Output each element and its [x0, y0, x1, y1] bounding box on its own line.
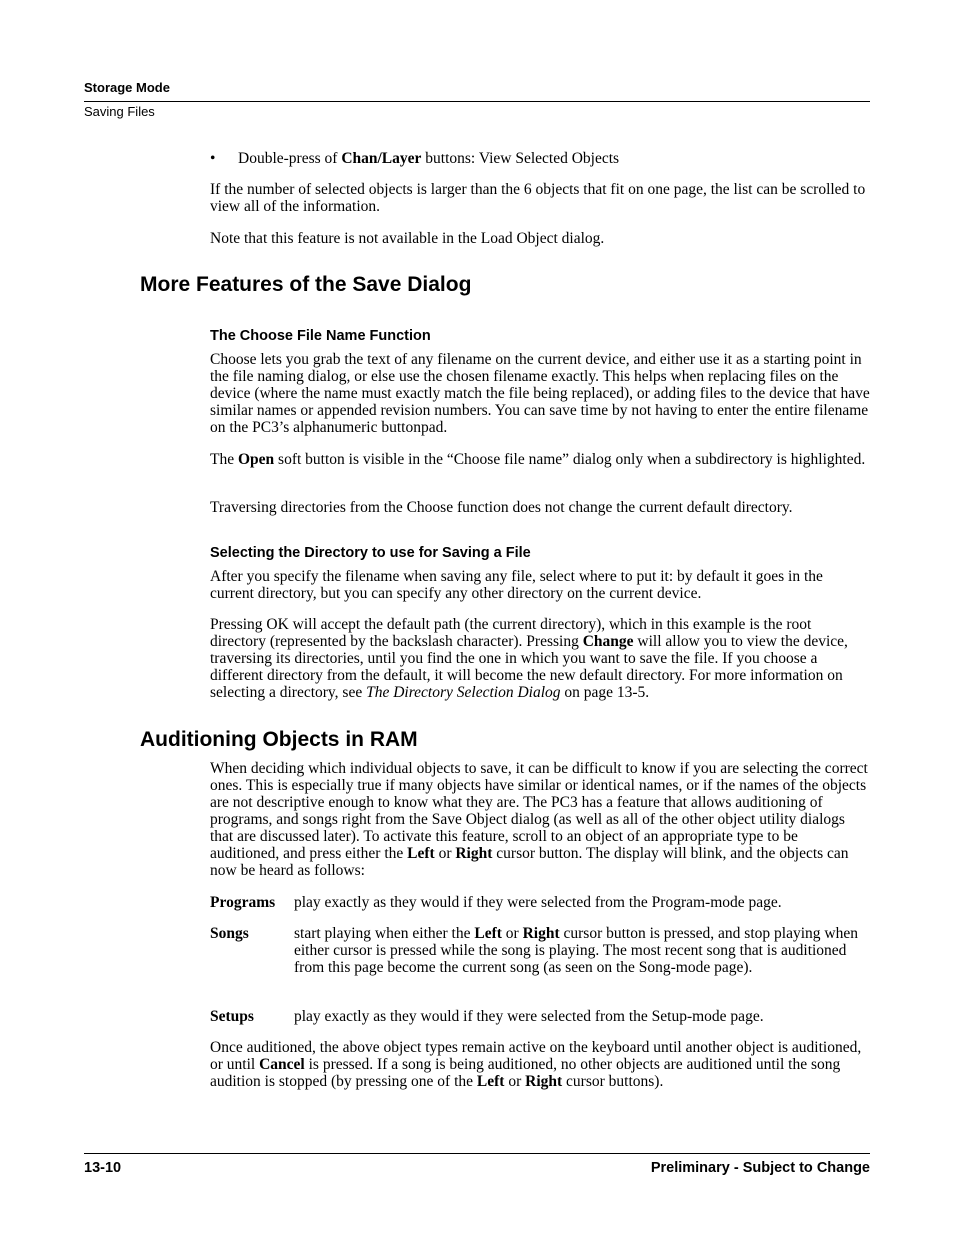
- text-run: cursor button. The display will blink, and the objects can now be heard as follows:: [210, 845, 849, 879]
- text-run: cursor button is pressed, and stop playing when either cursor is pressed while the song is playing. The most recent song that is auditioned from this page become the current song (as seen on the Song-mode page).: [294, 925, 858, 976]
- section-heading-save-dialog: More Features of the Save Dialog: [140, 273, 472, 296]
- bullet-text-pre: Double-press of: [238, 150, 342, 167]
- running-header-subsection: Saving Files: [84, 104, 155, 119]
- text-run: is pressed. If a song is being auditioned, no other objects are auditioned until the song audition is stopped (by pressing one of the: [210, 1056, 841, 1090]
- footer-rule: [84, 1153, 870, 1154]
- cancel-button-name: Cancel: [259, 1056, 305, 1073]
- intro-paragraph-2: Note that this feature is not available in the Load Object dialog.: [210, 230, 605, 247]
- text-run: or: [501, 925, 523, 942]
- change-button-name: Change: [582, 633, 634, 650]
- section-heading-auditioning: Auditioning Objects in RAM: [140, 728, 418, 751]
- bullet-text-post: buttons: View Selected Objects: [421, 150, 620, 167]
- text-run: When deciding which individual objects to save, it can be difficult to know if you are selecting the correct ones. This is especially true if many objects have similar or identical names, or if the names of the objects are not descriptive enough to know what they are. The PC3 has a feature that allows auditioning of programs, and songs right from the Save Object dialog (as well as all of the other object utility dialogs that are discussed later). To activate this feature, scroll to an object of an appropriate type to be auditioned, and press either the: [210, 760, 868, 862]
- right-button-name: Right: [525, 1073, 563, 1090]
- text-run: on page 13-5.: [560, 684, 650, 701]
- text-run: start playing when either the: [294, 925, 475, 942]
- text-run: soft button is visible in the “Choose file name” dialog only when a subdirectory is highlighted.: [274, 451, 866, 468]
- text-run: Once auditioned, the above object types remain active on the keyboard until another object is auditioned, or until: [210, 1039, 862, 1073]
- bullet-item: [238, 150, 868, 167]
- choose-paragraph-1: Choose lets you grab the text of any filename on the current device, and either use it as a starting point in the file naming dialog, or else use the chosen filename exactly. This helps when replacing files on the device (where the name must exactly match the file being replaced), or adding files to the device that have similar names or appended revision numbers. You can save time by not having to enter the entire filename on the PC3’s alphanumeric buttonpad.: [210, 351, 870, 436]
- header-rule: [84, 101, 870, 102]
- page-number: 13-10: [84, 1160, 122, 1176]
- choose-paragraph-3: Traversing directories from the Choose function does not change the current default directory.: [210, 499, 793, 516]
- intro-paragraph-1: If the number of selected objects is larger than the 6 objects that fit on one page, the list can be scrolled to view all of the information.: [210, 181, 866, 215]
- footer-note: Preliminary - Subject to Change: [650, 1160, 870, 1176]
- bullet-marker: •: [210, 150, 216, 167]
- text-run: or: [434, 845, 456, 862]
- right-button-name: Right: [455, 845, 493, 862]
- bullet-text-bold: Chan/Layer: [341, 150, 422, 167]
- choose-paragraph-2: [210, 451, 870, 468]
- definition-songs: [294, 925, 864, 976]
- term-songs: Songs: [210, 925, 249, 942]
- directory-paragraph-2: [210, 616, 870, 701]
- audition-paragraph-2: [210, 1039, 870, 1090]
- term-setups: Setups: [210, 1008, 254, 1025]
- left-button-name: Left: [407, 845, 435, 862]
- left-button-name: Left: [474, 925, 502, 942]
- definition-setups: play exactly as they would if they were selected from the Setup-mode page.: [294, 1008, 764, 1025]
- text-run: cursor buttons).: [562, 1073, 664, 1090]
- directory-paragraph-1: After you specify the filename when saving any file, select where to put it: by default it goes in the current directory, but you can specify any other directory on the current device.: [210, 568, 823, 602]
- subheading-choose-file-name: The Choose File Name Function: [210, 328, 431, 344]
- cross-reference-title: The Directory Selection Dialog: [366, 684, 561, 701]
- text-run: or: [504, 1073, 526, 1090]
- text-run: Pressing OK will accept the default path (the current directory), which in this example is the root directory (represented by the backslash character). Pressing: [210, 616, 812, 650]
- audition-paragraph-1: [210, 760, 870, 879]
- open-button-name: Open: [237, 451, 275, 468]
- text-run: The: [210, 451, 238, 468]
- running-header-section: Storage Mode: [84, 80, 170, 95]
- left-button-name: Left: [476, 1073, 505, 1090]
- definition-programs: play exactly as they would if they were selected from the Program-mode page.: [294, 894, 782, 911]
- subheading-selecting-directory: Selecting the Directory to use for Saving a File: [210, 545, 531, 561]
- right-button-name: Right: [522, 925, 560, 942]
- text-run: will allow you to view the device, traversing its directories, until you find the one in which you want to save the file. If you choose a different directory from the default, it will become the new default directory. For more information on selecting a directory, see: [210, 633, 848, 701]
- term-programs: Programs: [210, 894, 276, 911]
